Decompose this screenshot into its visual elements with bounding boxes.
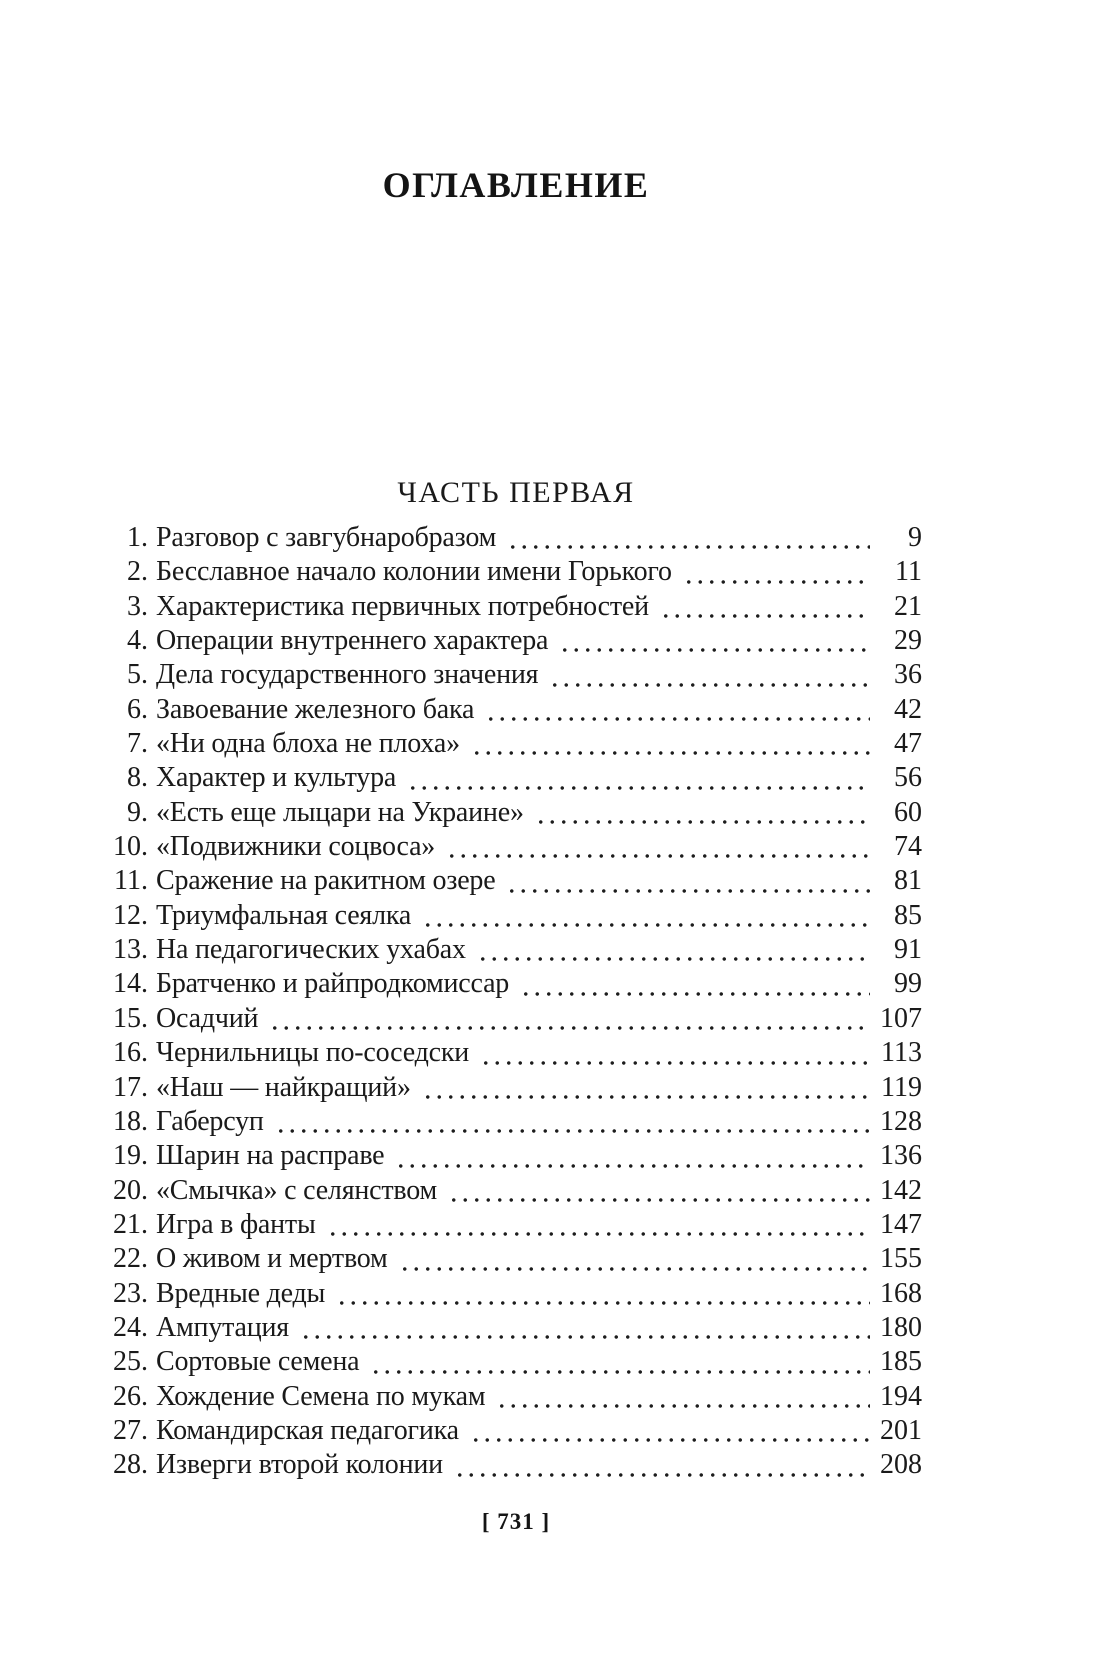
toc-entry-number: 19. [113, 1140, 148, 1172]
toc-entry [110, 693, 922, 727]
toc-entry [110, 1448, 922, 1482]
dot-leader [266, 1002, 870, 1036]
toc-entry-page: 56 [894, 762, 922, 794]
dot-leader [297, 1311, 870, 1345]
toc-entry-title: Завоевание железного бака [156, 693, 475, 725]
toc-entry-page: 155 [880, 1243, 922, 1275]
toc-entry [110, 1071, 922, 1105]
dot-leader [324, 1208, 870, 1242]
toc-entry-number: 4. [127, 625, 148, 657]
toc-entry-number: 27. [113, 1414, 148, 1446]
toc-entry-number: 16. [113, 1037, 148, 1069]
toc-entry-title: Изверги второй колонии [156, 1449, 443, 1481]
toc-entry-page: 85 [894, 899, 922, 931]
toc-entry [110, 1002, 922, 1036]
toc-list [110, 521, 922, 1483]
dot-leader [396, 1242, 870, 1276]
toc-entry-number: 13. [113, 934, 148, 966]
dot-leader [419, 1071, 870, 1105]
toc-entry-page: 74 [894, 831, 922, 863]
toc-entry [110, 727, 922, 761]
toc-entry-page: 180 [880, 1311, 922, 1343]
toc-entry [110, 658, 922, 692]
toc-entry [110, 590, 922, 624]
toc-entry-title: На педагогических ухабах [156, 934, 466, 966]
toc-entry-title: «Наш — найкращий» [156, 1071, 411, 1103]
toc-entry [110, 830, 922, 864]
toc-entry [110, 967, 922, 1001]
dot-leader [367, 1345, 870, 1379]
toc-entry-page: 128 [880, 1105, 922, 1137]
toc-entry-title: Игра в фанты [156, 1208, 316, 1240]
toc-entry-title: «Есть еще лыцари на Украине» [156, 796, 524, 828]
toc-entry-page: 185 [880, 1346, 922, 1378]
dot-leader [468, 727, 870, 761]
toc-entry-number: 25. [113, 1346, 148, 1378]
dot-leader [451, 1448, 870, 1482]
toc-entry-page: 21 [894, 590, 922, 622]
toc-entry [110, 1036, 922, 1070]
toc-entry-number: 14. [113, 968, 148, 1000]
toc-entry-page: 81 [894, 865, 922, 897]
toc-entry-number: 15. [113, 1002, 148, 1034]
dot-leader [474, 933, 870, 967]
toc-entry [110, 521, 922, 555]
dot-leader [445, 1174, 870, 1208]
toc-entry [110, 1345, 922, 1379]
toc-entry-number: 5. [127, 659, 148, 691]
toc-entry [110, 1208, 922, 1242]
toc-entry-page: 168 [880, 1277, 922, 1309]
toc-entry-number: 17. [113, 1071, 148, 1103]
dot-leader [546, 658, 870, 692]
toc-entry-number: 9. [127, 796, 148, 828]
toc-entry-title: Вредные деды [156, 1277, 326, 1309]
dot-leader [482, 693, 870, 727]
dot-leader [467, 1414, 870, 1448]
toc-entry [110, 1414, 922, 1448]
toc-entry-page: 47 [894, 728, 922, 760]
toc-entry [110, 933, 922, 967]
dot-leader [504, 521, 870, 555]
toc-entry [110, 1242, 922, 1276]
dot-leader [443, 830, 870, 864]
toc-entry-title: Сортовые семена [156, 1346, 360, 1378]
dot-leader [532, 796, 870, 830]
toc-entry-page: 29 [894, 625, 922, 657]
toc-entry-title: Бесславное начало колонии имени Горького [156, 556, 672, 588]
part-one-heading: ЧАСТЬ ПЕРВАЯ [397, 476, 635, 509]
toc-entry-page: 113 [881, 1037, 922, 1069]
dot-leader [477, 1036, 870, 1070]
toc-entry-number: 28. [113, 1449, 148, 1481]
toc-entry-title: Хождение Семена по мукам [156, 1380, 486, 1412]
dot-leader [392, 1139, 870, 1173]
toc-entry-number: 22. [113, 1243, 148, 1275]
dot-leader [493, 1380, 870, 1414]
toc-entry [110, 796, 922, 830]
toc-entry-number: 26. [113, 1380, 148, 1412]
dot-leader [272, 1105, 870, 1139]
toc-entry-page: 42 [894, 693, 922, 725]
toc-entry-title: Триумфальная сеялка [156, 899, 412, 931]
toc-entry-page: 99 [894, 968, 922, 1000]
toc-entry-title: «Подвижники соцвоса» [156, 831, 436, 863]
toc-entry-title: Операции внутреннего характера [156, 625, 549, 657]
toc-entry [110, 761, 922, 795]
toc-entry-title: Габерсуп [156, 1105, 264, 1137]
toc-entry-page: 142 [880, 1174, 922, 1206]
toc-entry-number: 7. [127, 728, 148, 760]
toc-entry-title: Сражение на ракитном озере [156, 865, 496, 897]
toc-entry [110, 1139, 922, 1173]
toc-entry-number: 23. [113, 1277, 148, 1309]
toc-entry-page: 201 [880, 1414, 922, 1446]
toc-entry-number: 18. [113, 1105, 148, 1137]
toc-entry [110, 1174, 922, 1208]
toc-entry-title: Шарин на расправе [156, 1140, 385, 1172]
toc-entry [110, 1277, 922, 1311]
toc-entry-page: 60 [894, 796, 922, 828]
toc-entry-number: 10. [113, 831, 148, 863]
dot-leader [517, 967, 870, 1001]
dot-leader [404, 761, 870, 795]
toc-entry-title: Разговор с завгубнаробразом [156, 522, 497, 553]
toc-entry-title: Осадчий [156, 1002, 259, 1034]
toc-entry-title: Дела государственного значения [156, 659, 539, 691]
toc-entry-page: 107 [880, 1002, 922, 1034]
toc-entry-number: 20. [113, 1174, 148, 1206]
dot-leader [657, 590, 870, 624]
toc-entry-page: 9 [908, 522, 922, 553]
toc-entry-page: 136 [880, 1140, 922, 1172]
toc-entry [110, 1105, 922, 1139]
toc-entry-page: 11 [895, 556, 922, 588]
toc-entry-page: 36 [894, 659, 922, 691]
toc-entry-number: 11. [114, 865, 148, 897]
toc-entry-number: 2. [127, 556, 148, 588]
page-title: ОГЛАВЛЕНИЕ [382, 165, 650, 205]
toc-entry-page: 91 [894, 934, 922, 966]
toc-entry-number: 1. [127, 522, 148, 553]
dot-leader [419, 899, 870, 933]
dot-leader [556, 624, 870, 658]
toc-entry-number: 3. [127, 590, 148, 622]
toc-entry-page: 208 [880, 1449, 922, 1481]
toc-entry [110, 555, 922, 589]
toc-entry [110, 624, 922, 658]
toc-entry-number: 8. [127, 762, 148, 794]
toc-entry-title: Командирская педагогика [156, 1414, 459, 1446]
toc-entry [110, 899, 922, 933]
dot-leader [333, 1277, 870, 1311]
toc-entry-number: 21. [113, 1208, 148, 1240]
toc-entry-number: 6. [127, 693, 148, 725]
toc-entry-title: Ампутация [156, 1311, 289, 1343]
toc-entry-title: О живом и мертвом [156, 1243, 388, 1275]
toc-entry [110, 864, 922, 898]
dot-leader [503, 864, 870, 898]
toc-entry-title: Чернильницы по-соседски [156, 1037, 470, 1069]
toc-entry-title: Характер и культура [156, 762, 397, 794]
dot-leader [680, 555, 870, 589]
toc-entry [110, 1311, 922, 1345]
toc-entry-number: 24. [113, 1311, 148, 1343]
toc-entry-title: «Ни одна блоха не плоха» [156, 728, 460, 760]
toc-entry-title: Братченко и райпродкомиссар [156, 968, 510, 1000]
toc-entry-page: 119 [881, 1071, 922, 1103]
toc-entry-title: Характеристика первичных потребностей [156, 590, 649, 622]
toc-entry-page: 194 [880, 1380, 922, 1412]
folio-page-number: [ 731 ] [481, 1509, 551, 1534]
toc-entry-page: 147 [880, 1208, 922, 1240]
toc-entry-number: 12. [113, 899, 148, 931]
toc-entry-title: «Смычка» с селянством [156, 1174, 438, 1206]
toc-entry [110, 1380, 922, 1414]
